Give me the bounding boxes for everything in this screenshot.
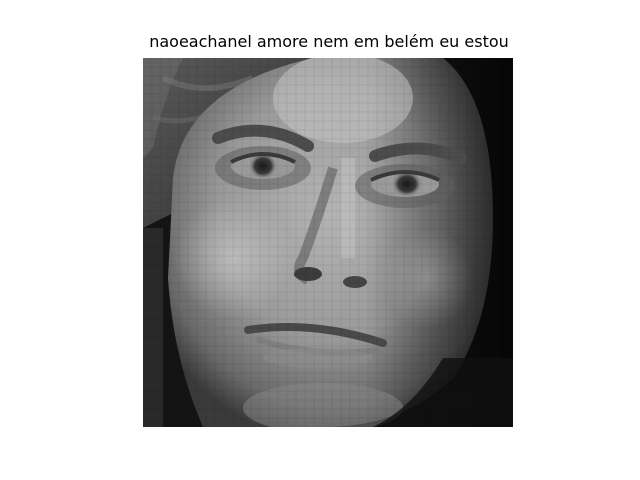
face-image-drawing bbox=[143, 58, 513, 427]
face-image bbox=[143, 58, 513, 427]
figure-title: naoeachanel amore nem em belém eu estou bbox=[149, 32, 509, 51]
